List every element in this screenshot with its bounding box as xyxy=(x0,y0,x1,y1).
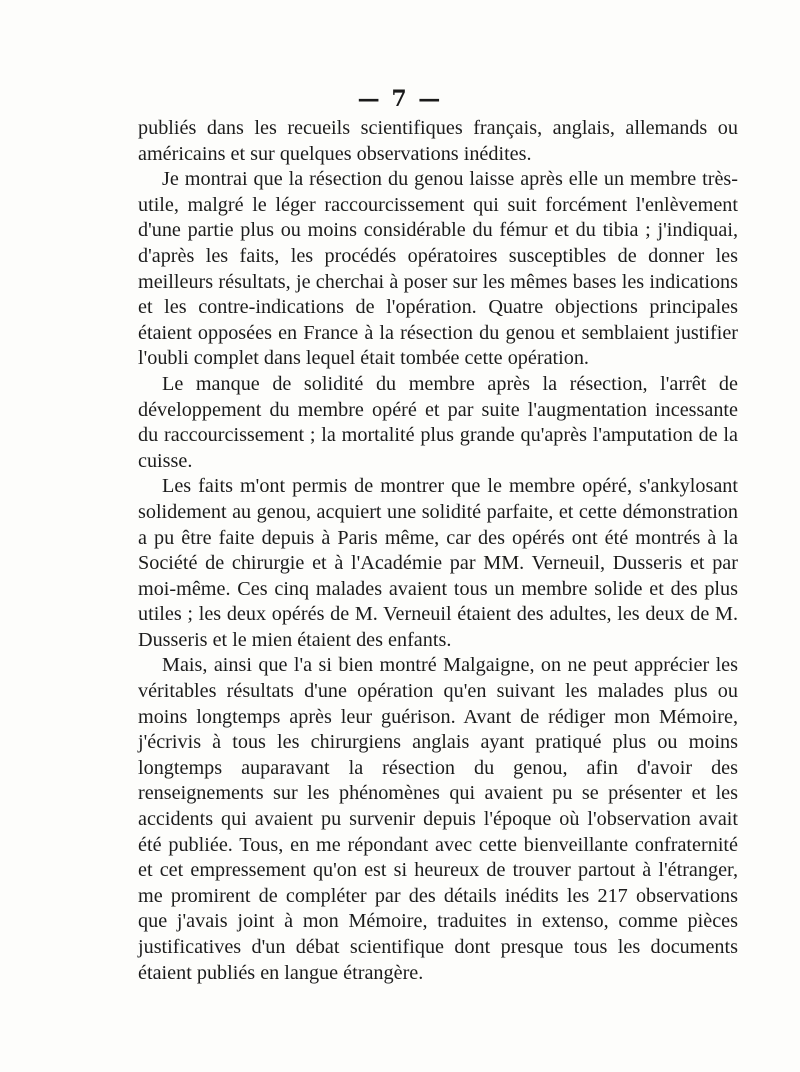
paragraph-4: Les faits m'ont permis de montrer que le membre opéré, s'ankylosant solidement au genou, acquiert une solidité parfaite, et cette démonstration a pu être faite depuis à Paris même, car des opérés ont été montrés à la Société de chirurgie et à l'Académie par MM. Verneuil, Dusseris et par moi-même. Ces cinq malades avaient tous un membre solide et des plus utiles ; les deux opérés de M. Verneuil étaient des adultes, les deux de M. Dusseris et le mien étaient des enfants. xyxy=(138,475,738,651)
body-text xyxy=(138,116,738,986)
paragraph-1: publiés dans les recueils scientifiques français, anglais, allemands ou américains et sur quelques observations inédites. xyxy=(138,117,738,165)
paragraph-2: Je montrai que la résection du genou laisse après elle un membre très-utile, malgré le léger raccourcissement qui suit forcément l'enlèvement d'une partie plus ou moins considérable du fémur et du tibia ; j'indiquai, d'après les faits, les procédés opératoires susceptibles de donner les meilleurs résultats, je cherchai à poser sur les mêmes bases les indications et les contre-indications de l'opération. Quatre objections principales étaient opposées en France à la résection du genou et semblaient justifier l'oubli complet dans lequel était tombée cette opération. xyxy=(138,168,738,370)
paragraph-3: Le manque de solidité du membre après la résection, l'arrêt de développement du membre opéré et par suite l'augmentation incessante du raccourcissement ; la mortalité plus grande qu'après l'amputation de la cuisse. xyxy=(138,372,738,472)
paragraph-5: Mais, ainsi que l'a si bien montré Malgaigne, on ne peut apprécier les véritables résultats d'une opération qu'en suivant les malades plus ou moins longtemps après leur guérison. Avant de rédiger mon Mémoire, j'écrivis à tous les chirurgiens anglais ayant pratiqué plus ou moins longtemps auparavant la résection du genou, afin d'avoir des renseignements sur les phénomènes qui avaient pu se présenter et les accidents qui avaient pu survenir depuis l'époque où l'observation avait été publiée. Tous, en me répondant avec cette bienveillante confraternité et cet empressement qu'on est si heureux de trouver partout à l'étranger, me promirent de compléter par des détails inédits les 217 observations que j'avais joint à mon Mémoire, traduites in extenso, comme pièces justificatives d'un débat scientifique dont presque tous les documents étaient publiés en langue étrangère. xyxy=(138,654,738,984)
page-number: — 7 — xyxy=(357,86,443,112)
